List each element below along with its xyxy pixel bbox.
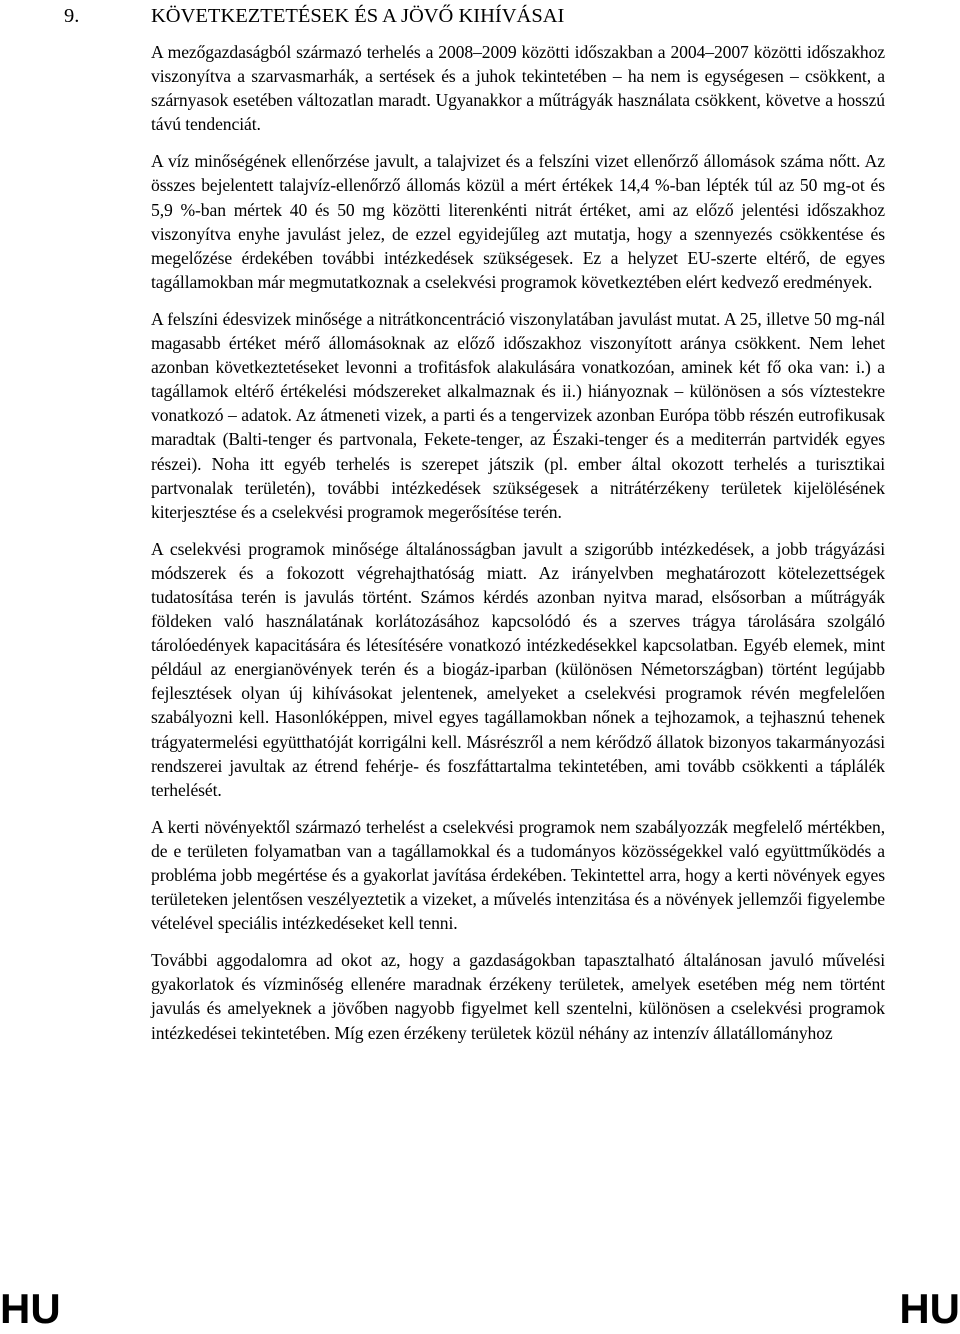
footer-language-code-right: HU	[899, 1285, 960, 1332]
paragraph-4: A cselekvési programok minősége általánosságban javult a szigorúbb intézkedések, a jobb trágyázási módszerek és a fokozott végrehajthatóság miatt. Az irányelvben meghatározott kötelezettségek tudatosítása terén is javulás történt. Számos kérdés azonban nyitva marad, elsősorban a műtrágyák földeken való használatának korlátozásához kapcsolódó és a szerves trágya tárolására szolgáló tárolóedények kapacitására és létesítésére vonatkozó intézkedésekkel kapcsolatban. Egyéb elemek, mint például az energianövények terén és a biogáz-iparban (különösen Németországban) történt legújabb fejlesztések olyan új kihívásokat jelentenek, amelyeket a cselekvési programok révén megfelelően szabályozni kell. Hasonlóképpen, mivel egyes tagállamokban nőnek a tejhozamok, a tejhasznú tehenek trágyatermelési együtthatóját korrigálni kell. Másrészről a nem kérődző állatok bizonyos takarmányozási rendszerei javultak az étrend fehérje- és foszfáttartalma tekintetében, ami tovább csökkenti a táplálék terhelését.	[151, 538, 885, 800]
document-body	[151, 40, 885, 1058]
section-title: KÖVETKEZTETÉSEK ÉS A JÖVŐ KIHÍVÁSAI	[151, 5, 565, 27]
paragraph-2: A víz minőségének ellenőrzése javult, a talajvizet és a felszíni vizet ellenőrző állomások száma nőtt. Az összes bejelentett talajvíz-ellenőrző állomás közül a mért értékek 14,4 %-ban lépték túl az 50 mg-ot és 5,9 %-ban mértek 40 és 50 mg közötti literenkénti nitrát értéket, ami az előző jelentési időszakhoz viszonyítva enyhe javulást jelez, de ezzel egyidejűleg azt mutatja, hogy a szennyezés csökkentése és megelőzése érdekében további intézkedések szükségesek. Ez a helyzet EU-szerte eltérő, de egyes tagállamokban már megmutatkoznak a cselekvési programok következtében elért kedvező eredmények.	[151, 151, 885, 292]
section-heading	[64, 4, 920, 28]
paragraph-5: A kerti növényektől származó terhelést a cselekvési programok nem szabályozzák megfelelő mértékben, de e területen folyamatban van a tagállamokkal és a tudományos közösségekkel való együttműködés a probléma jobb megértése és a gyakorlat javítása érdekében. Tekintettel arra, hogy a kerti növények egyes területeken jelentősen veszélyeztetik a vizeket, a művelés intenzitása és a növények jellemzői figyelembe vételével speciális intézkedéseket kell tenni.	[151, 816, 885, 934]
footer-language-code-left: HU	[0, 1285, 61, 1332]
paragraph-1: A mezőgazdaságból származó terhelés a 2008–2009 közötti időszakban a 2004–2007 közötti időszakhoz viszonyítva a szarvasmarhák, a sertések és a juhok tekintetében – ha nem is egységesen – csökkent, a szárnyasok esetében változatlan maradt. Ugyanakkor a műtrágyák használata csökkent, követve a hosszú távú tendenciát.	[151, 42, 885, 135]
paragraph-6: További aggodalomra ad okot az, hogy a gazdaságokban tapasztalható általánosan javuló művelési gyakorlatok és vízminőség ellenére maradnak érzékeny területek, amelyek esetében még nem történt javulás és amelyeknek a jövőben nagyobb figyelmet kell szentelni, különösen a cselekvési programok intézkedései tekintetében. Míg ezen érzékeny területek közül néhány az intenzív állatállományhoz	[151, 950, 885, 1043]
section-number: 9.	[64, 5, 80, 27]
paragraph-3: A felszíni édesvizek minősége a nitrátkoncentráció viszonylatában javulást mutat. A 25, illetve 50 mg-nál magasabb értéket mérő állomásoknak az előző időszakhoz viszonyított aránya csökkent. Nem lehet azonban következtetéseket levonni a trofitásfok alakulására vonatkozóan, aminek két fő oka van: i.) a tagállamok eltérő értékelési módszereket alkalmaznak és ii.) hiányoznak – különösen a sós víztestekre vonatkozó – adatok. Az átmeneti vizek, a parti és a tengervizek azonban Európa több részén eutrofikusak maradtak (Balti-tenger és partvonala, Fekete-tenger, az Északi-tenger és a mediterrán partvidék egyes részei). Noha itt egyéb terhelés is szerepet játszik (pl. ember által okozott terhelés a turisztikai partvonalak területén), további intézkedések szükségesek a nitrátérzékeny területek kijelölésének kiterjesztése és a cselekvési programok megerősítése terén.	[151, 308, 885, 522]
